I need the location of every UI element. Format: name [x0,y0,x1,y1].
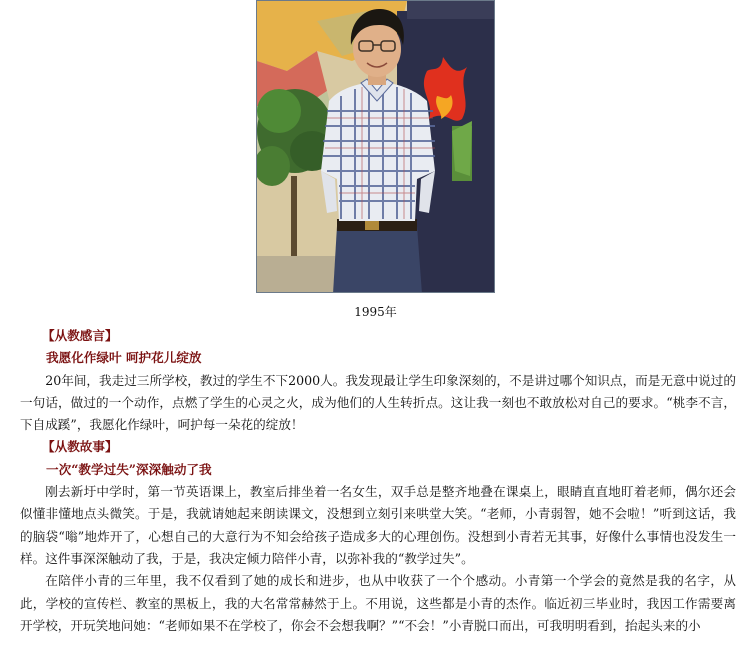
section-heading-teaching-thoughts: 【从教感言】 [42,328,118,343]
photo-caption: 1995年 [354,305,397,319]
paragraph-story-1: 刚去新圩中学时，第一节英语课上，教室后排坐着一名女生，双手总是整齐地叠在课桌上，眼睛直直地盯着老师，偶尔还会似懂非懂地点头微笑。于是，我就请她起来朗读课文，没想到立刻引来哄堂大笑。“老师，小青弱智，她不会啦！”听到这话，我的脑袋“嗡”地炸开了，心想自己的大意行为不知会给孩子造成多大的心理创伤。没想到小青若无其事，好像什么事情也没发生一样。这件事深深触动了我，于是，我决定倾力陪伴小青，以弥补我的“教学过失”。 [20,484,736,566]
section-subheading-green-leaf: 我愿化作绿叶 呵护花儿绽放 [46,350,202,366]
article-body [20,325,736,637]
paragraph-teaching-thoughts: 20年间，我走过三所学校，教过的学生不下2000人。我发现最让学生印象深刻的，不是讲过哪个知识点，而是无意中说过的一句话，做过的一个动作，点燃了学生的心灵之火，成为他们的人生转折点。这让我一刻也不敢放松对自己的要求。“桃李不言，下自成蹊”，我愿化作绿叶，呵护每一朵花的绽放！ [20,372,736,433]
teacher-photo [256,0,495,293]
section-subheading-teaching-mistake: 一次“教学过失”深深触动了我 [46,461,212,477]
paragraph-story-2: 在陪伴小青的三年里，我不仅看到了她的成长和进步，也从中收获了一个个感动。小青第一个学会的竟然是我的名字，从此，学校的宣传栏、教室的黑板上，我的大名常常赫然于上。不用说，这些都是小青的杰作。临近初三毕业时，我因工作需要离开学校，开玩笑地问她：“老师如果不在学校了，你会不会想我啊？”“不会！”小青脱口而出，可我明明看到，抬起头来的小 [20,573,736,633]
section-heading-teaching-story: 【从教故事】 [42,439,118,455]
